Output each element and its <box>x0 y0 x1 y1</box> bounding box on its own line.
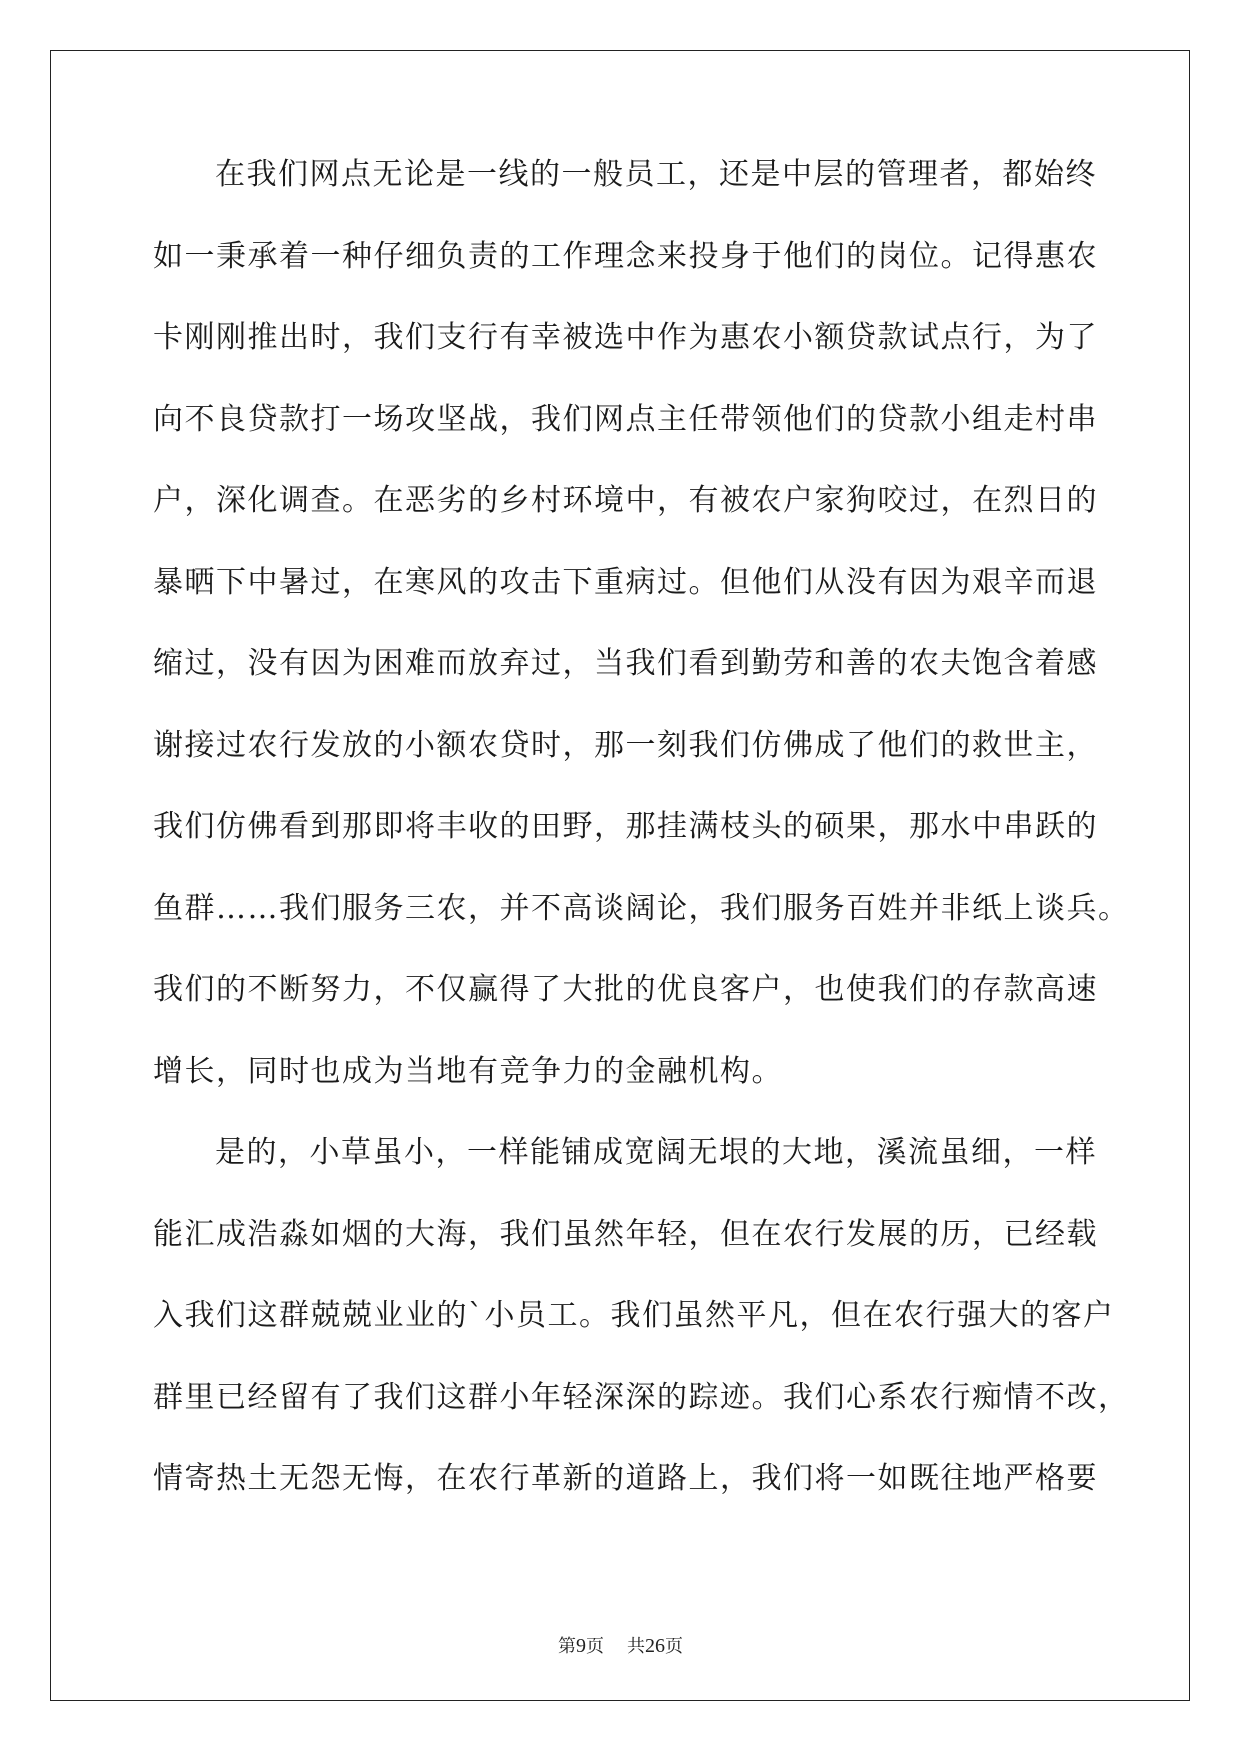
paragraph-1-line-5: 户，深化调查。在恶劣的乡村环境中，有被农户家狗咬过，在烈日的 <box>153 483 1098 518</box>
footer-page-word: 页 <box>586 1636 605 1657</box>
footer-total-suffix: 页 <box>664 1636 683 1657</box>
paragraph-2-line-2: 能汇成浩淼如烟的大海，我们虽然年轻，但在农行发展的历，已经载 <box>153 1216 1098 1252</box>
paragraph-1-line-11: 我们的不断努力，不仅赢得了大批的优良客户，也使我们的存款高速 <box>153 972 1098 1007</box>
paragraph-1-line-1: 在我们网点无论是一线的一般员工，还是中层的管理者，都始终 <box>215 157 1097 192</box>
paragraph-1-line-12: 增长，同时也成为当地有竞争力的金融机构。 <box>153 1053 783 1089</box>
page-footer <box>0 1632 1241 1658</box>
paragraph-2-line-4: 群里已经留有了我们这群小年轻深深的踪迹。我们心系农行痴情不改， <box>153 1379 1130 1415</box>
footer-total-prefix: 共 <box>626 1636 645 1657</box>
paragraph-1-line-3: 卡刚刚推出时，我们支行有幸被选中作为惠农小额贷款试点行，为了 <box>153 320 1098 355</box>
total-pages-number: 26 <box>644 1635 665 1657</box>
paragraph-1-line-4: 向不良贷款打一场攻坚战，我们网点主任带领他们的贷款小组走村串 <box>153 401 1098 437</box>
paragraph-1-line-8: 谢接过农行发放的小额农贷时，那一刻我们仿佛成了他们的救世主， <box>153 727 1098 763</box>
paragraph-1-line-2: 如一秉承着一种仔细负责的工作理念来投身于他们的岗位。记得惠农 <box>153 238 1098 274</box>
document-body <box>153 157 1130 1546</box>
paragraph-1-line-6: 暴晒下中暑过，在寒风的攻击下重病过。但他们从没有因为艰辛而退 <box>153 564 1098 600</box>
paragraph-2-line-3: 入我们这群兢兢业业的`小员工。我们虽然平凡，但在农行强大的客户 <box>153 1298 1115 1333</box>
paragraph-2-line-5: 情寄热土无怨无悔，在农行革新的道路上，我们将一如既往地严格要 <box>153 1461 1098 1496</box>
paragraph-2-line-1: 是的，小草虽小，一样能铺成宽阔无垠的大地，溪流虽细，一样 <box>215 1135 1097 1170</box>
footer-prefix: 第 <box>558 1636 577 1657</box>
paragraph-1-line-7: 缩过，没有因为困难而放弃过，当我们看到勤劳和善的农夫饱含着感 <box>153 646 1098 681</box>
current-page-number: 9 <box>576 1635 587 1657</box>
paragraph-1-line-9: 我们仿佛看到那即将丰收的田野，那挂满枝头的硕果，那水中串跃的 <box>153 809 1098 844</box>
paragraph-1-line-10: 鱼群……我们服务三农，并不高谈阔论，我们服务百姓并非纸上谈兵。 <box>153 890 1130 926</box>
